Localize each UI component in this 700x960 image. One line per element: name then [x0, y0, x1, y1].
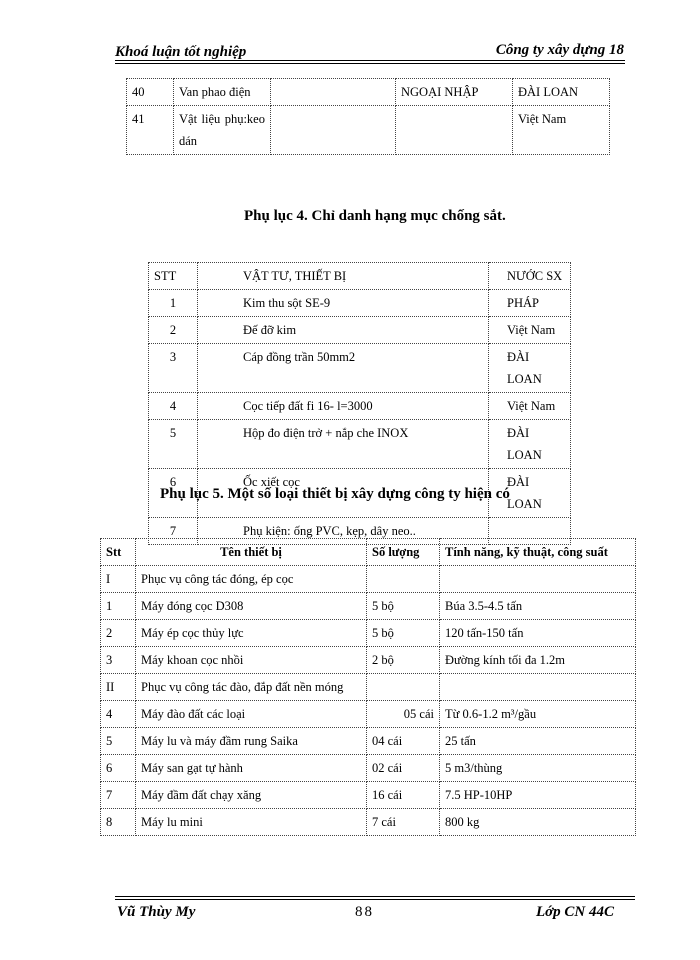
cell: Máy san gạt tự hành: [136, 755, 367, 782]
cell: 800 kg: [440, 809, 636, 836]
page-number: 88: [355, 904, 374, 920]
table-row: [101, 728, 636, 755]
cell: Cọc tiếp đất fi 16- l=3000: [198, 393, 489, 420]
cell: 16 cái: [367, 782, 440, 809]
cell: Ốc xiết cọc: [198, 469, 489, 518]
cell: 3: [101, 647, 136, 674]
cell: Máy ép cọc thủy lực: [136, 620, 367, 647]
cell: 8: [101, 809, 136, 836]
cell: 7.5 HP-10HP: [440, 782, 636, 809]
cell: 5: [101, 728, 136, 755]
footer-rule-2: [115, 899, 635, 900]
cell: 02 cái: [367, 755, 440, 782]
cell: Phục vụ công tác đóng, ép cọc: [136, 566, 367, 593]
table-row: [149, 317, 571, 344]
cell: Đế đỡ kim: [198, 317, 489, 344]
cell: 2 bộ: [367, 647, 440, 674]
cell: 5 m3/thùng: [440, 755, 636, 782]
table-row: [149, 420, 571, 469]
cell: PHÁP: [489, 290, 571, 317]
appendix4-title: [244, 208, 506, 225]
cell: [440, 566, 636, 593]
cell: Việt Nam: [513, 106, 610, 155]
cell: Vật liệu phụ:keo dán: [174, 106, 271, 155]
cell: NGOẠI NHẬP: [396, 79, 513, 106]
cell: Đường kính tối đa 1.2m: [440, 647, 636, 674]
cell: 6: [149, 469, 198, 518]
cell: [396, 106, 513, 155]
header-cell: NƯỚC SX: [489, 263, 571, 290]
cell: 120 tấn-150 tấn: [440, 620, 636, 647]
cell: Máy đầm đất chạy xăng: [136, 782, 367, 809]
cell: ĐÀI LOAN: [489, 344, 571, 393]
header-cell: Stt: [101, 539, 136, 566]
cell: 5 bộ: [367, 593, 440, 620]
table-row: [149, 344, 571, 393]
table-row: [101, 566, 636, 593]
footer-rule: [115, 896, 635, 897]
table-row: [149, 393, 571, 420]
cell: Hộp đo điện trở + nắp che INOX: [198, 420, 489, 469]
table-row: [101, 593, 636, 620]
header-cell: STT: [149, 263, 198, 290]
cell: Búa 3.5-4.5 tấn: [440, 593, 636, 620]
cell: 04 cái: [367, 728, 440, 755]
cell: 3: [149, 344, 198, 393]
table-row: [101, 674, 636, 701]
cell: Cáp đồng trần 50mm2: [198, 344, 489, 393]
cell: 7: [149, 518, 198, 545]
cell: Máy đóng cọc D308: [136, 593, 367, 620]
cell: 7 cái: [367, 809, 440, 836]
cell: Máy đào đất các loại: [136, 701, 367, 728]
table-row: [149, 290, 571, 317]
header-cell: Tên thiết bị: [136, 539, 367, 566]
cell: [367, 566, 440, 593]
cell: 6: [101, 755, 136, 782]
header-rule: [115, 60, 625, 61]
cell: 5: [149, 420, 198, 469]
cell: Máy lu và máy đầm rung Saika: [136, 728, 367, 755]
appendix4-title-text: Chỉ danh hạng mục chống sắt.: [311, 208, 506, 224]
table-row: [101, 782, 636, 809]
header-cell: Số lượng: [367, 539, 440, 566]
equipment-table-continued: [126, 78, 610, 155]
cell: 2: [149, 317, 198, 344]
cell: 1: [101, 593, 136, 620]
table-row: [101, 755, 636, 782]
table-header-row: [101, 539, 636, 566]
cell: Máy khoan cọc nhồi: [136, 647, 367, 674]
cell: Van phao điện: [174, 79, 271, 106]
table-row: [101, 620, 636, 647]
cell: ĐÀI LOAN: [513, 79, 610, 106]
cell: Việt Nam: [489, 393, 571, 420]
table-row: [127, 106, 610, 155]
cell: [271, 79, 396, 106]
cell: 1: [149, 290, 198, 317]
cell: 2: [101, 620, 136, 647]
cell: Việt Nam: [489, 317, 571, 344]
cell: ĐÀI LOAN: [489, 420, 571, 469]
appendix5-title-text: Một số loại thiết bị xây dựng công ty hiện có: [227, 486, 510, 502]
cell: 7: [101, 782, 136, 809]
cell: [440, 674, 636, 701]
cell: 05 cái: [367, 701, 440, 728]
cell: 41: [127, 106, 174, 155]
cell: [271, 106, 396, 155]
header-left-title: Khoá luận tốt nghiệp: [115, 44, 247, 60]
cell: ĐÀI LOAN: [489, 469, 571, 518]
cell: Kim thu sột SE-9: [198, 290, 489, 317]
appendix4-title-prefix: Phụ lục 4.: [244, 208, 308, 224]
cell: Phục vụ công tác đào, đắp đất nền móng: [136, 674, 367, 701]
header-rule-2: [115, 63, 625, 64]
table-row: [101, 647, 636, 674]
header-right-title: Công ty xây dựng 18: [495, 42, 624, 58]
cell: Từ 0.6-1.2 m³/gầu: [440, 701, 636, 728]
cell: Máy lu mini: [136, 809, 367, 836]
header-cell: VẬT TƯ, THIẾT BỊ: [198, 263, 489, 290]
table-header-row: [149, 263, 571, 290]
appendix5-title: [160, 486, 510, 503]
table-row: [101, 809, 636, 836]
cell: 25 tấn: [440, 728, 636, 755]
cell: 4: [149, 393, 198, 420]
construction-equipment-table: [100, 538, 636, 836]
cell: 4: [101, 701, 136, 728]
table-row: [101, 701, 636, 728]
cell: [367, 674, 440, 701]
cell: 5 bộ: [367, 620, 440, 647]
cell: II: [101, 674, 136, 701]
table-row: [127, 79, 610, 106]
appendix5-title-prefix: Phụ lục 5.: [160, 486, 224, 502]
cell: Phụ kiện: ống PVC, kẹp, dây neo..: [198, 518, 489, 545]
footer-class: Lớp CN 44C: [535, 904, 614, 920]
footer-author: Vũ Thùy My: [117, 904, 196, 920]
cell: 40: [127, 79, 174, 106]
header-cell: Tính năng, kỹ thuật, công suất: [440, 539, 636, 566]
cell: I: [101, 566, 136, 593]
